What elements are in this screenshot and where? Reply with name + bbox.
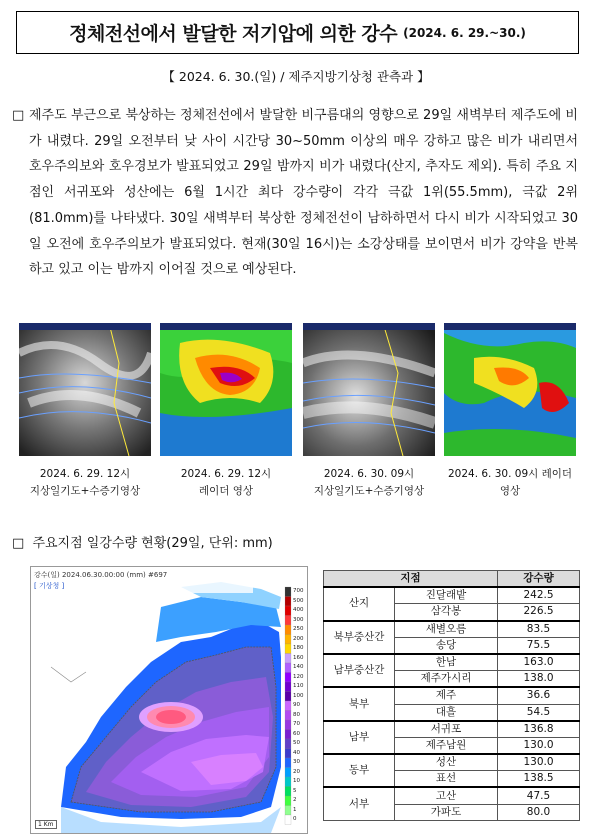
legend-value: 60 — [293, 730, 300, 737]
station-cell: 대흘 — [395, 704, 498, 721]
region-cell: 북부중산간 — [324, 621, 395, 654]
bullet-square-2: □ — [12, 536, 25, 551]
legend-swatch — [285, 644, 291, 654]
rainfall-cell: 47.5 — [498, 787, 580, 804]
legend-swatch — [285, 758, 291, 768]
legend-labels — [293, 587, 304, 825]
rainfall-cell: 242.5 — [498, 587, 580, 604]
legend-swatch — [285, 787, 291, 797]
rainfall-cell: 226.5 — [498, 604, 580, 621]
legend-value: 180 — [293, 645, 304, 651]
summary-text: 제주도 부근으로 북상하는 정체전선에서 발달한 비구름대의 영향으로 29일 새벽부터 제주도에 비가 내렸다. 29일 오전부터 낮 사이 시간당 30~50mm 이상의 매우 강하고 많은 비가 내리면서 호우주의보와 호우경보가 발표되었고 29일 밤까지 비가 내렸다(산지, 추자도 제외). 특히 주요 지점인 서귀포와 성산에는 6월 1시간 최다 강수량이 각각 극값 1위(55.5mm), 극값 2위(81.0mm)를 나타냈다. 30일 새벽부터 북상한 정체전선이 남하하면서 다시 비가 시작되었고 30일 오전에 호우주의보가 발표되었다. 현재(30일 16시)는 소강상태를 보이면서 비가 강약을 반복하고 있고 이는 밤까지 이어질 것으로 예상된다. — [29, 108, 578, 278]
table-row — [324, 654, 580, 671]
caption-4 — [435, 466, 585, 500]
region-cell: 남부 — [324, 721, 395, 754]
caption-1-label: 지상일기도+수증기영상 — [29, 485, 141, 497]
rainfall-cell: 130.0 — [498, 737, 580, 754]
legend-swatch — [285, 768, 291, 778]
title-box — [16, 11, 579, 54]
legend-swatch — [285, 720, 291, 730]
caption-2-label: 레이더 영상 — [198, 485, 254, 497]
station-cell: 제주가시리 — [395, 671, 498, 688]
legend-swatch — [285, 739, 291, 749]
legend-value: 100 — [293, 692, 304, 699]
legend-value: 400 — [293, 607, 304, 613]
station-cell: 진달래밭 — [395, 587, 498, 604]
legend-swatch — [285, 815, 291, 825]
summary-paragraph — [12, 103, 578, 283]
table-row — [324, 621, 580, 638]
legend-swatch — [285, 777, 291, 787]
rainfall-cell: 80.0 — [498, 804, 580, 820]
map-graphic — [31, 567, 307, 833]
legend-bar — [285, 587, 291, 825]
legend-value: 160 — [293, 654, 304, 661]
legend-value: 140 — [293, 664, 304, 670]
legend-swatch — [285, 806, 291, 816]
rainfall-cell: 36.6 — [498, 687, 580, 704]
legend-value: 40 — [293, 749, 300, 756]
station-cell: 송당 — [395, 637, 498, 654]
legend-value: 110 — [293, 683, 304, 689]
legend-swatch — [285, 682, 291, 692]
station-cell: 고산 — [395, 787, 498, 804]
page-title: 정체전선에서 발달한 저기압에 의한 강수 — [69, 23, 398, 45]
legend-swatch — [285, 701, 291, 711]
station-cell: 가파도 — [395, 804, 498, 820]
legend-swatch — [285, 711, 291, 721]
legend-value: 10 — [293, 778, 300, 784]
rainfall-cell: 54.5 — [498, 704, 580, 721]
legend-value: 120 — [293, 673, 304, 680]
rainfall-table — [323, 570, 580, 821]
station-cell: 새별오름 — [395, 621, 498, 638]
region-cell: 남부중산간 — [324, 654, 395, 687]
table-row — [324, 721, 580, 738]
satellite-image-0629 — [19, 323, 151, 456]
legend-value: 200 — [293, 635, 304, 642]
legend-swatch — [285, 663, 291, 673]
caption-1 — [10, 466, 160, 500]
legend-swatch — [285, 654, 291, 664]
table-row — [324, 687, 580, 704]
region-cell: 북부 — [324, 687, 395, 720]
rainfall-cell: 138.5 — [498, 771, 580, 788]
legend-swatch — [285, 796, 291, 806]
caption-2-date: 2024. 6. 29. 12시 — [180, 468, 272, 480]
legend-value: 500 — [293, 597, 304, 604]
legend-swatch — [285, 673, 291, 683]
rainfall-cell: 138.0 — [498, 671, 580, 688]
caption-3-label: 지상일기도+수증기영상 — [313, 485, 425, 497]
section2-title: 주요지점 일강수량 현황(29일, 단위: mm) — [32, 536, 273, 551]
station-cell: 표선 — [395, 771, 498, 788]
rainfall-cell: 83.5 — [498, 621, 580, 638]
legend-value: 1 — [293, 806, 297, 813]
legend-value: 0 — [293, 816, 297, 822]
caption-2 — [151, 466, 301, 500]
legend-swatch — [285, 625, 291, 635]
section2-heading — [12, 532, 273, 551]
rainfall-cell: 163.0 — [498, 654, 580, 671]
legend-value: 80 — [293, 711, 300, 718]
legend-value: 70 — [293, 721, 300, 727]
legend-swatch — [285, 692, 291, 702]
caption-1-date: 2024. 6. 29. 12시 — [39, 468, 131, 480]
date-range: (2024. 6. 29.~30.) — [403, 25, 526, 40]
legend-value: 20 — [293, 768, 300, 775]
bullet-square: □ — [12, 108, 25, 123]
region-cell: 동부 — [324, 754, 395, 787]
region-cell: 서부 — [324, 787, 395, 820]
region-cell: 산지 — [324, 587, 395, 620]
caption-3 — [294, 466, 444, 500]
map-tag: [ 기상청 ] — [34, 582, 65, 590]
legend-value: 300 — [293, 616, 304, 623]
scale-label: 1 Km — [35, 820, 57, 829]
caption-4-label: 영상 — [499, 485, 521, 497]
legend-swatch — [285, 597, 291, 607]
station-cell: 한남 — [395, 654, 498, 671]
header-station: 지점 — [324, 571, 498, 588]
legend-value: 30 — [293, 759, 300, 765]
satellite-image-0630 — [303, 323, 435, 456]
station-cell: 삼각봉 — [395, 604, 498, 621]
legend-value: 250 — [293, 626, 304, 632]
rainfall-cell: 75.5 — [498, 637, 580, 654]
caption-4-date: 2024. 6. 30. 09시 레이더 — [447, 468, 573, 480]
legend-swatch — [285, 730, 291, 740]
table-header-row — [324, 571, 580, 588]
station-cell: 성산 — [395, 754, 498, 771]
legend-swatch — [285, 587, 291, 597]
radar-image-0629 — [160, 323, 292, 456]
legend-swatch — [285, 606, 291, 616]
legend-swatch — [285, 635, 291, 645]
table-row — [324, 754, 580, 771]
table-row — [324, 587, 580, 604]
station-cell: 제주 — [395, 687, 498, 704]
table-row — [324, 787, 580, 804]
map-header: 강수(일) 2024.06.30.00:00 (mm) #697 — [34, 571, 168, 579]
legend-value: 90 — [293, 702, 300, 708]
rainfall-cell: 136.8 — [498, 721, 580, 738]
station-cell: 제주남원 — [395, 737, 498, 754]
station-cell: 서귀포 — [395, 721, 498, 738]
precipitation-map — [30, 566, 308, 834]
legend-value: 2 — [293, 797, 297, 803]
rainfall-cell: 130.0 — [498, 754, 580, 771]
legend-value: 5 — [293, 787, 297, 794]
subtitle: 【 2024. 6. 30.(일) / 제주지방기상청 관측과 】 — [162, 69, 430, 84]
caption-3-date: 2024. 6. 30. 09시 — [323, 468, 415, 480]
legend-swatch — [285, 749, 291, 759]
legend-value: 50 — [293, 740, 300, 746]
legend-swatch — [285, 616, 291, 626]
legend-value: 700 — [293, 588, 304, 594]
header-rainfall: 강수량 — [498, 571, 580, 588]
radar-image-0630 — [444, 323, 576, 456]
